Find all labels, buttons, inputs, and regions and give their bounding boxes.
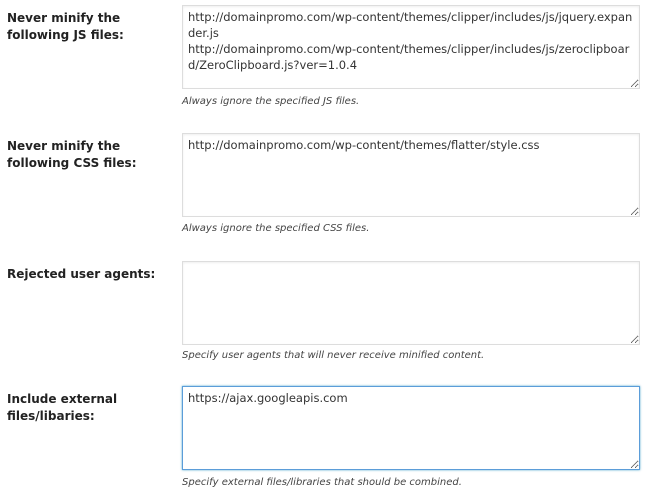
js-files-textarea[interactable] bbox=[182, 5, 640, 89]
js-files-label: Never minify the following JS files: bbox=[7, 11, 124, 42]
external-files-textarea[interactable] bbox=[182, 386, 640, 470]
css-files-label: Never minify the following CSS files: bbox=[7, 139, 137, 170]
js-files-description: Always ignore the specified JS files. bbox=[182, 96, 360, 107]
rejected-user-agents-description: Specify user agents that will never receive minified content. bbox=[182, 350, 485, 361]
rejected-user-agents-textarea[interactable] bbox=[182, 261, 640, 345]
css-files-description: Always ignore the specified CSS files. bbox=[182, 223, 370, 234]
external-files-description: Specify external files/libraries that should be combined. bbox=[182, 477, 462, 488]
external-files-label: Include external files/libaries: bbox=[7, 392, 118, 423]
rejected-user-agents-label: Rejected user agents: bbox=[7, 267, 156, 281]
css-files-textarea[interactable] bbox=[182, 133, 640, 217]
